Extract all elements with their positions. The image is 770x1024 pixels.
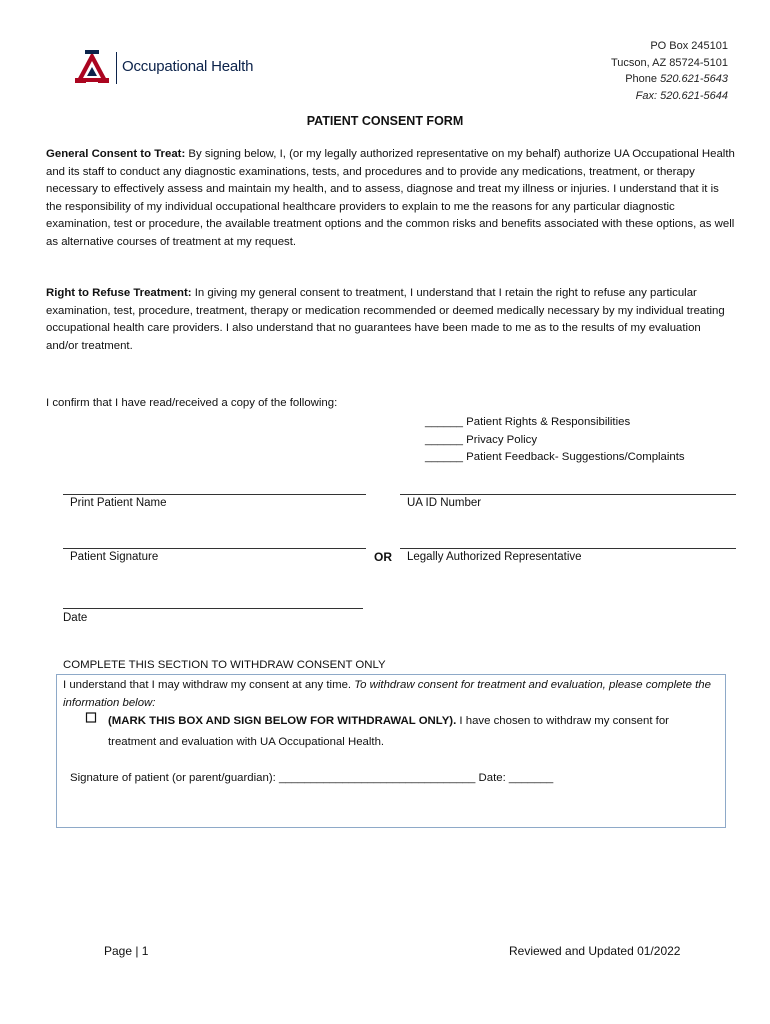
withdraw-text-plain: I understand that I may withdraw my consent at any time. [63,679,355,691]
general-consent-text: By signing below, I, (or my legally authorized representative on my behalf) authorize UA Occupational Health and its staff to conduct any diagnostic examinations, tests, and procedures and to provide any medications, treatment, or therapy necessary to effectively assess and maintain my health, and to assess, diagnose and treat my illness or injuries. I understand that it is the responsibility of my individual occupational healthcare providers to explain to me the reasons for any particular diagnostic examination, test or procedure, the available treatment options and the common risks and benefits associated with these options, as well as alternative courses of treatment at my request. [46,148,735,248]
withdraw-signature-line[interactable]: Signature of patient (or parent/guardian): _______________________________ Date: _______ [70,772,554,784]
withdraw-checkbox[interactable] [85,711,99,725]
reviewed-date: Reviewed and Updated 01/2022 [509,944,681,958]
representative-field[interactable] [400,548,736,549]
confirm-intro: I confirm that I have read/received a copy of the following: [46,397,338,409]
logo-divider [116,52,117,84]
ua-id-field[interactable] [400,494,736,495]
general-consent-paragraph [46,146,736,252]
fax-line: Fax: 520.621-5644 [635,89,728,102]
phone-number: 520.621-5643 [660,73,728,85]
refuse-treatment-text: In giving my general consent to treatment, I understand that I retain the right to refuse any particular examination, test, procedure, treatment, therapy or medication recommended or deemed medically necessary by my individual treating occupational health care providers. I also understand that no guarantees have been made to me as to the results of my evaluation and/or treatment. [46,287,725,352]
checklist-item[interactable]: ______ Patient Feedback- Suggestions/Complaints [425,451,685,464]
checklist-item[interactable]: ______ Privacy Policy [425,433,538,446]
withdraw-instructions [63,677,723,712]
address-line2: Tucson, AZ 85724-5101 [610,56,728,69]
ua-id-label: UA ID Number [407,497,482,509]
representative-label: Legally Authorized Representative [407,551,582,563]
refuse-treatment-paragraph [46,285,736,355]
withdraw-heading: COMPLETE THIS SECTION TO WITHDRAW CONSENT ONLY [63,659,386,671]
document-checklist [425,414,685,467]
date-label: Date [63,612,88,624]
print-name-label: Print Patient Name [70,497,167,509]
logo-text: Occupational Health [122,58,254,75]
phone-line [611,71,728,88]
address-block [611,38,728,104]
page-title: PATIENT CONSENT FORM [306,114,464,128]
withdraw-mark-statement [108,711,720,753]
withdraw-mark-text: I have chosen to withdraw my consent for treatment and evaluation with UA Occupational Health. [108,715,669,748]
page-number: Page | 1 [104,944,149,958]
patient-signature-label: Patient Signature [70,551,159,563]
phone-label: Phone [625,73,661,85]
withdraw-text-italic: To withdraw consent for treatment and evaluation, please complete the information below: [63,679,711,709]
patient-signature-field[interactable] [63,548,366,549]
withdraw-mark-bold: (MARK THIS BOX AND SIGN BELOW FOR WITHDRAWAL ONLY). [108,715,457,727]
refuse-treatment-heading: Right to Refuse Treatment: [46,287,192,299]
university-logo-icon [74,50,110,84]
checklist-item[interactable]: ______ Patient Rights & Responsibilities [425,416,631,428]
date-field[interactable] [63,608,363,609]
general-consent-heading: General Consent to Treat: [46,148,186,160]
print-name-field[interactable] [63,494,366,495]
address-line1: PO Box 245101 [650,40,728,52]
or-label: OR [374,550,392,564]
